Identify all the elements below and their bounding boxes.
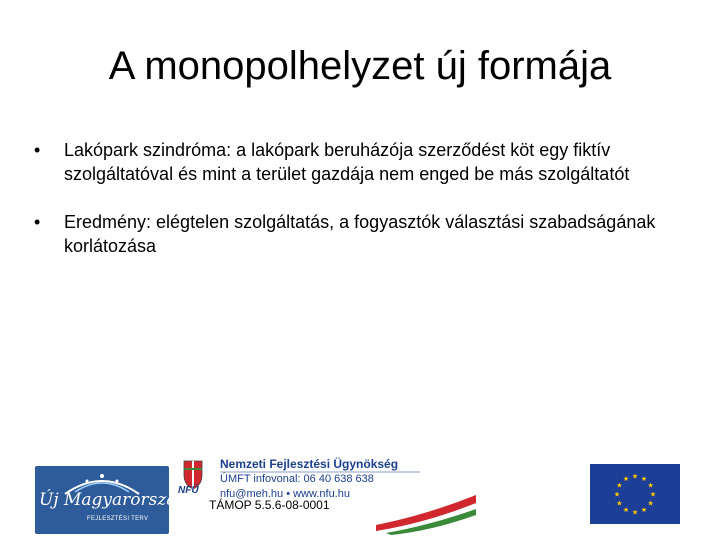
eu-star-icon: ★ [647, 500, 654, 508]
bullet-item [28, 138, 688, 186]
nfu-name: Nemzeti Fejlesztési Ügynökség [220, 457, 399, 471]
nfu-infovonal: ÚMFT infovonal: 06 40 638 638 [220, 473, 374, 485]
eu-star-icon: ★ [622, 507, 630, 515]
eu-star-icon: ★ [631, 509, 639, 517]
bullet-marker: • [34, 212, 41, 232]
bullet-text: Lakópark szindróma: a lakópark beruházója szerződést köt egy fiktív szolgáltatóval és mint a terület gazdája nem enged be más szolgáltatót [64, 140, 630, 184]
nfu-logo [176, 455, 476, 535]
eu-star-icon: ★ [613, 491, 621, 499]
bullet-list [28, 138, 688, 282]
bullet-marker: • [34, 140, 41, 160]
eu-star-icon: ★ [616, 500, 623, 508]
bullet-item [28, 210, 688, 258]
slide-title: A monopolhelyzet új formája [108, 44, 612, 88]
logo-brand-text: Új Magyarország [39, 490, 188, 510]
eu-star-icon: ★ [631, 473, 639, 481]
logo-subtitle: FEJLESZTÉSI TERV [87, 516, 149, 522]
eu-star-icon: ★ [640, 475, 648, 483]
eu-star-icon: ★ [647, 482, 654, 490]
nfu-contact: nfu@meh.hu • www.nfu.hu [220, 488, 350, 500]
eu-star-icon: ★ [640, 507, 648, 515]
eu-star-icon: ★ [649, 491, 657, 499]
eu-star-icon: ★ [616, 482, 623, 490]
program-code: TÁMOP 5.5.6-08-0001 [209, 498, 330, 512]
eu-star-icon: ★ [622, 475, 630, 483]
nfu-tag: NFÜ [178, 485, 199, 496]
uj-magyarorszag-logo [35, 466, 188, 534]
eu-flag-icon [590, 464, 680, 524]
bullet-text: Eredmény: elégtelen szolgáltatás, a fogyasztók választási szabadságának korlátozása [64, 212, 656, 256]
